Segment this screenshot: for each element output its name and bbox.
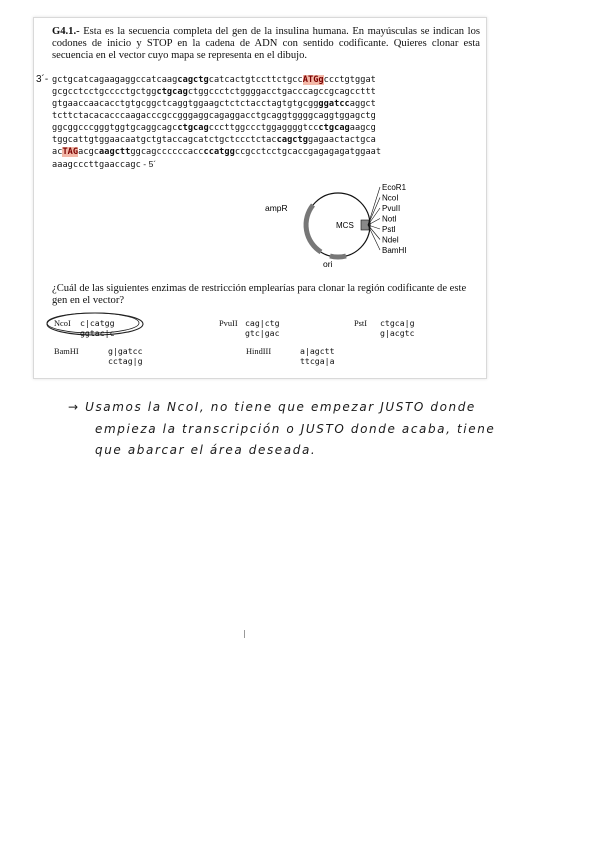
sequence-segment: gtgaaccaacacctgtgcggctcaggtggaagctctctacctagtgtgcgg bbox=[52, 99, 319, 109]
sequence-segment: ccctgtggat bbox=[323, 75, 376, 85]
restriction-site: aagctt bbox=[99, 147, 131, 157]
site-label: EcoR1 bbox=[382, 183, 407, 192]
site-line bbox=[368, 198, 380, 226]
sequence-line bbox=[52, 122, 482, 134]
sequence-segment: gcgcctcctgcccctgctgg bbox=[52, 87, 157, 97]
enzyme-name: PstI bbox=[354, 319, 368, 328]
enzyme-cut-top: g|gatcc bbox=[108, 346, 143, 356]
site-lines bbox=[368, 187, 380, 250]
restriction-site: ggatcc bbox=[318, 99, 350, 109]
restriction-site: ctgcag bbox=[318, 123, 350, 133]
sequence-segment: ac bbox=[52, 147, 63, 157]
enzyme-cut-bottom: gtc|gac bbox=[245, 328, 280, 338]
site-label: PvuII bbox=[382, 204, 401, 213]
sequence-line bbox=[52, 74, 482, 86]
enzyme-name: NcoI bbox=[54, 319, 71, 328]
sequence-line bbox=[52, 134, 482, 146]
restriction-site: ctgcag bbox=[177, 123, 209, 133]
site-label: PstI bbox=[382, 225, 396, 234]
enzyme-cut-bottom: ggtac|c bbox=[80, 328, 115, 338]
sequence-segment: tggcattgtggaacaatgctgtaccagcatctgctccctctac bbox=[52, 135, 277, 145]
answer-line-2: empieza la transcripción o JUSTO donde acaba, tiene bbox=[95, 422, 496, 436]
answer-line-1: → Usamos la NcoI, no tiene que empezar JUSTO donde bbox=[68, 400, 476, 414]
problem-text: Esta es la secuencia completa del gen de la insulina humana. En mayúsculas se indican los codones de inicio y STOP en la cadena de ADN con sentido codificante. Quieres clonar esta secuencia en el vector cuyo mapa se representa en el dibujo. bbox=[52, 26, 480, 61]
enzyme-cut-bottom: g|acgtc bbox=[380, 328, 415, 338]
sequence-segment: ggcagccccccacc bbox=[130, 147, 204, 157]
sequence-segment: gagaactactgca bbox=[307, 135, 376, 145]
sequence-segment: aaagcccttgaaccagc bbox=[52, 160, 141, 170]
site-labels bbox=[382, 183, 407, 255]
dna-sequence bbox=[52, 74, 482, 171]
enzyme-cut-top: cag|ctg bbox=[245, 318, 280, 328]
mcs-box bbox=[361, 220, 369, 230]
enzyme-pvuii bbox=[219, 319, 309, 339]
sequence-segment: aagcg bbox=[349, 123, 376, 133]
sequence-segment: gctgcatcagaagaggccatcaag bbox=[52, 75, 178, 85]
sequence-segment: catcactgtccttctgcc bbox=[208, 75, 303, 85]
sequence-line bbox=[52, 86, 482, 98]
ori-label: ori bbox=[323, 259, 333, 268]
enzyme-cut-top: a|agctt bbox=[300, 346, 335, 356]
enzyme-ncoi bbox=[54, 319, 144, 339]
site-label: NotI bbox=[382, 214, 397, 224]
vector-map bbox=[34, 178, 486, 268]
sequence-line bbox=[52, 158, 482, 171]
sequence-segment: ggcggcccgggtggtgcaggcagc bbox=[52, 123, 178, 133]
mcs-label: MCS bbox=[336, 221, 354, 230]
enzyme-name: HindIII bbox=[246, 347, 272, 356]
sequence-line bbox=[52, 146, 482, 158]
site-label: NdeI bbox=[382, 235, 399, 245]
sequence-segment: aggct bbox=[349, 99, 376, 109]
codon-highlight: ATGg bbox=[302, 75, 324, 85]
answer-line-3: que abarcar el área deseada. bbox=[95, 443, 317, 457]
sequence-segment: acgc bbox=[78, 147, 100, 157]
ampR-arc bbox=[306, 205, 321, 252]
restriction-site: cagctg bbox=[276, 135, 308, 145]
sequence-line bbox=[52, 98, 482, 110]
ori-arc bbox=[330, 256, 346, 257]
restriction-site: ccatgg bbox=[203, 147, 235, 157]
restriction-site: ctgcag bbox=[156, 87, 188, 97]
enzyme-cut-bottom: ttcga|a bbox=[300, 356, 335, 366]
enzyme-cut-top: ctgca|g bbox=[380, 318, 415, 328]
sequence-segment: ctggccctctggggacctgacccagccgcagccttt bbox=[187, 87, 376, 97]
site-label: NcoI bbox=[382, 193, 399, 203]
site-label: BamHI bbox=[382, 246, 407, 255]
ampR-label: ampR bbox=[265, 203, 288, 213]
sequence-segment: ccgcctcctgcaccgagagagatggaat bbox=[234, 147, 382, 157]
sequence-segment: tcttctacacacccaagacccgccgggaggcagaggacctgcaggtggggcaggtggagctg bbox=[52, 111, 376, 121]
codon-highlight: TAG bbox=[62, 147, 79, 157]
enzyme-bamhi bbox=[54, 347, 164, 367]
question-text: ¿Cuál de las siguientes enzimas de restricción emplearías para clonar la región codificante de este gen en el vector? bbox=[52, 283, 467, 306]
problem-number: G4.1.- bbox=[52, 26, 80, 37]
sequence-line bbox=[52, 110, 482, 122]
problem-card bbox=[33, 17, 487, 379]
restriction-site: cagctg bbox=[177, 75, 209, 85]
sequence-end-label-3: 3´- bbox=[36, 74, 49, 85]
enzyme-psti bbox=[354, 319, 444, 339]
enzyme-hindiii bbox=[246, 347, 356, 367]
pen-mark bbox=[244, 630, 245, 638]
enzyme-cut-top: c|catgg bbox=[80, 318, 115, 328]
enzyme-cut-bottom: cctag|g bbox=[108, 356, 143, 366]
problem-statement bbox=[52, 26, 480, 62]
sequence-segment: cccttggccctggaggggtcc bbox=[208, 123, 319, 133]
sequence-end-label-5: - 5´ bbox=[140, 159, 157, 169]
enzyme-name: BamHI bbox=[54, 347, 79, 356]
enzyme-name: PvuII bbox=[219, 319, 238, 328]
